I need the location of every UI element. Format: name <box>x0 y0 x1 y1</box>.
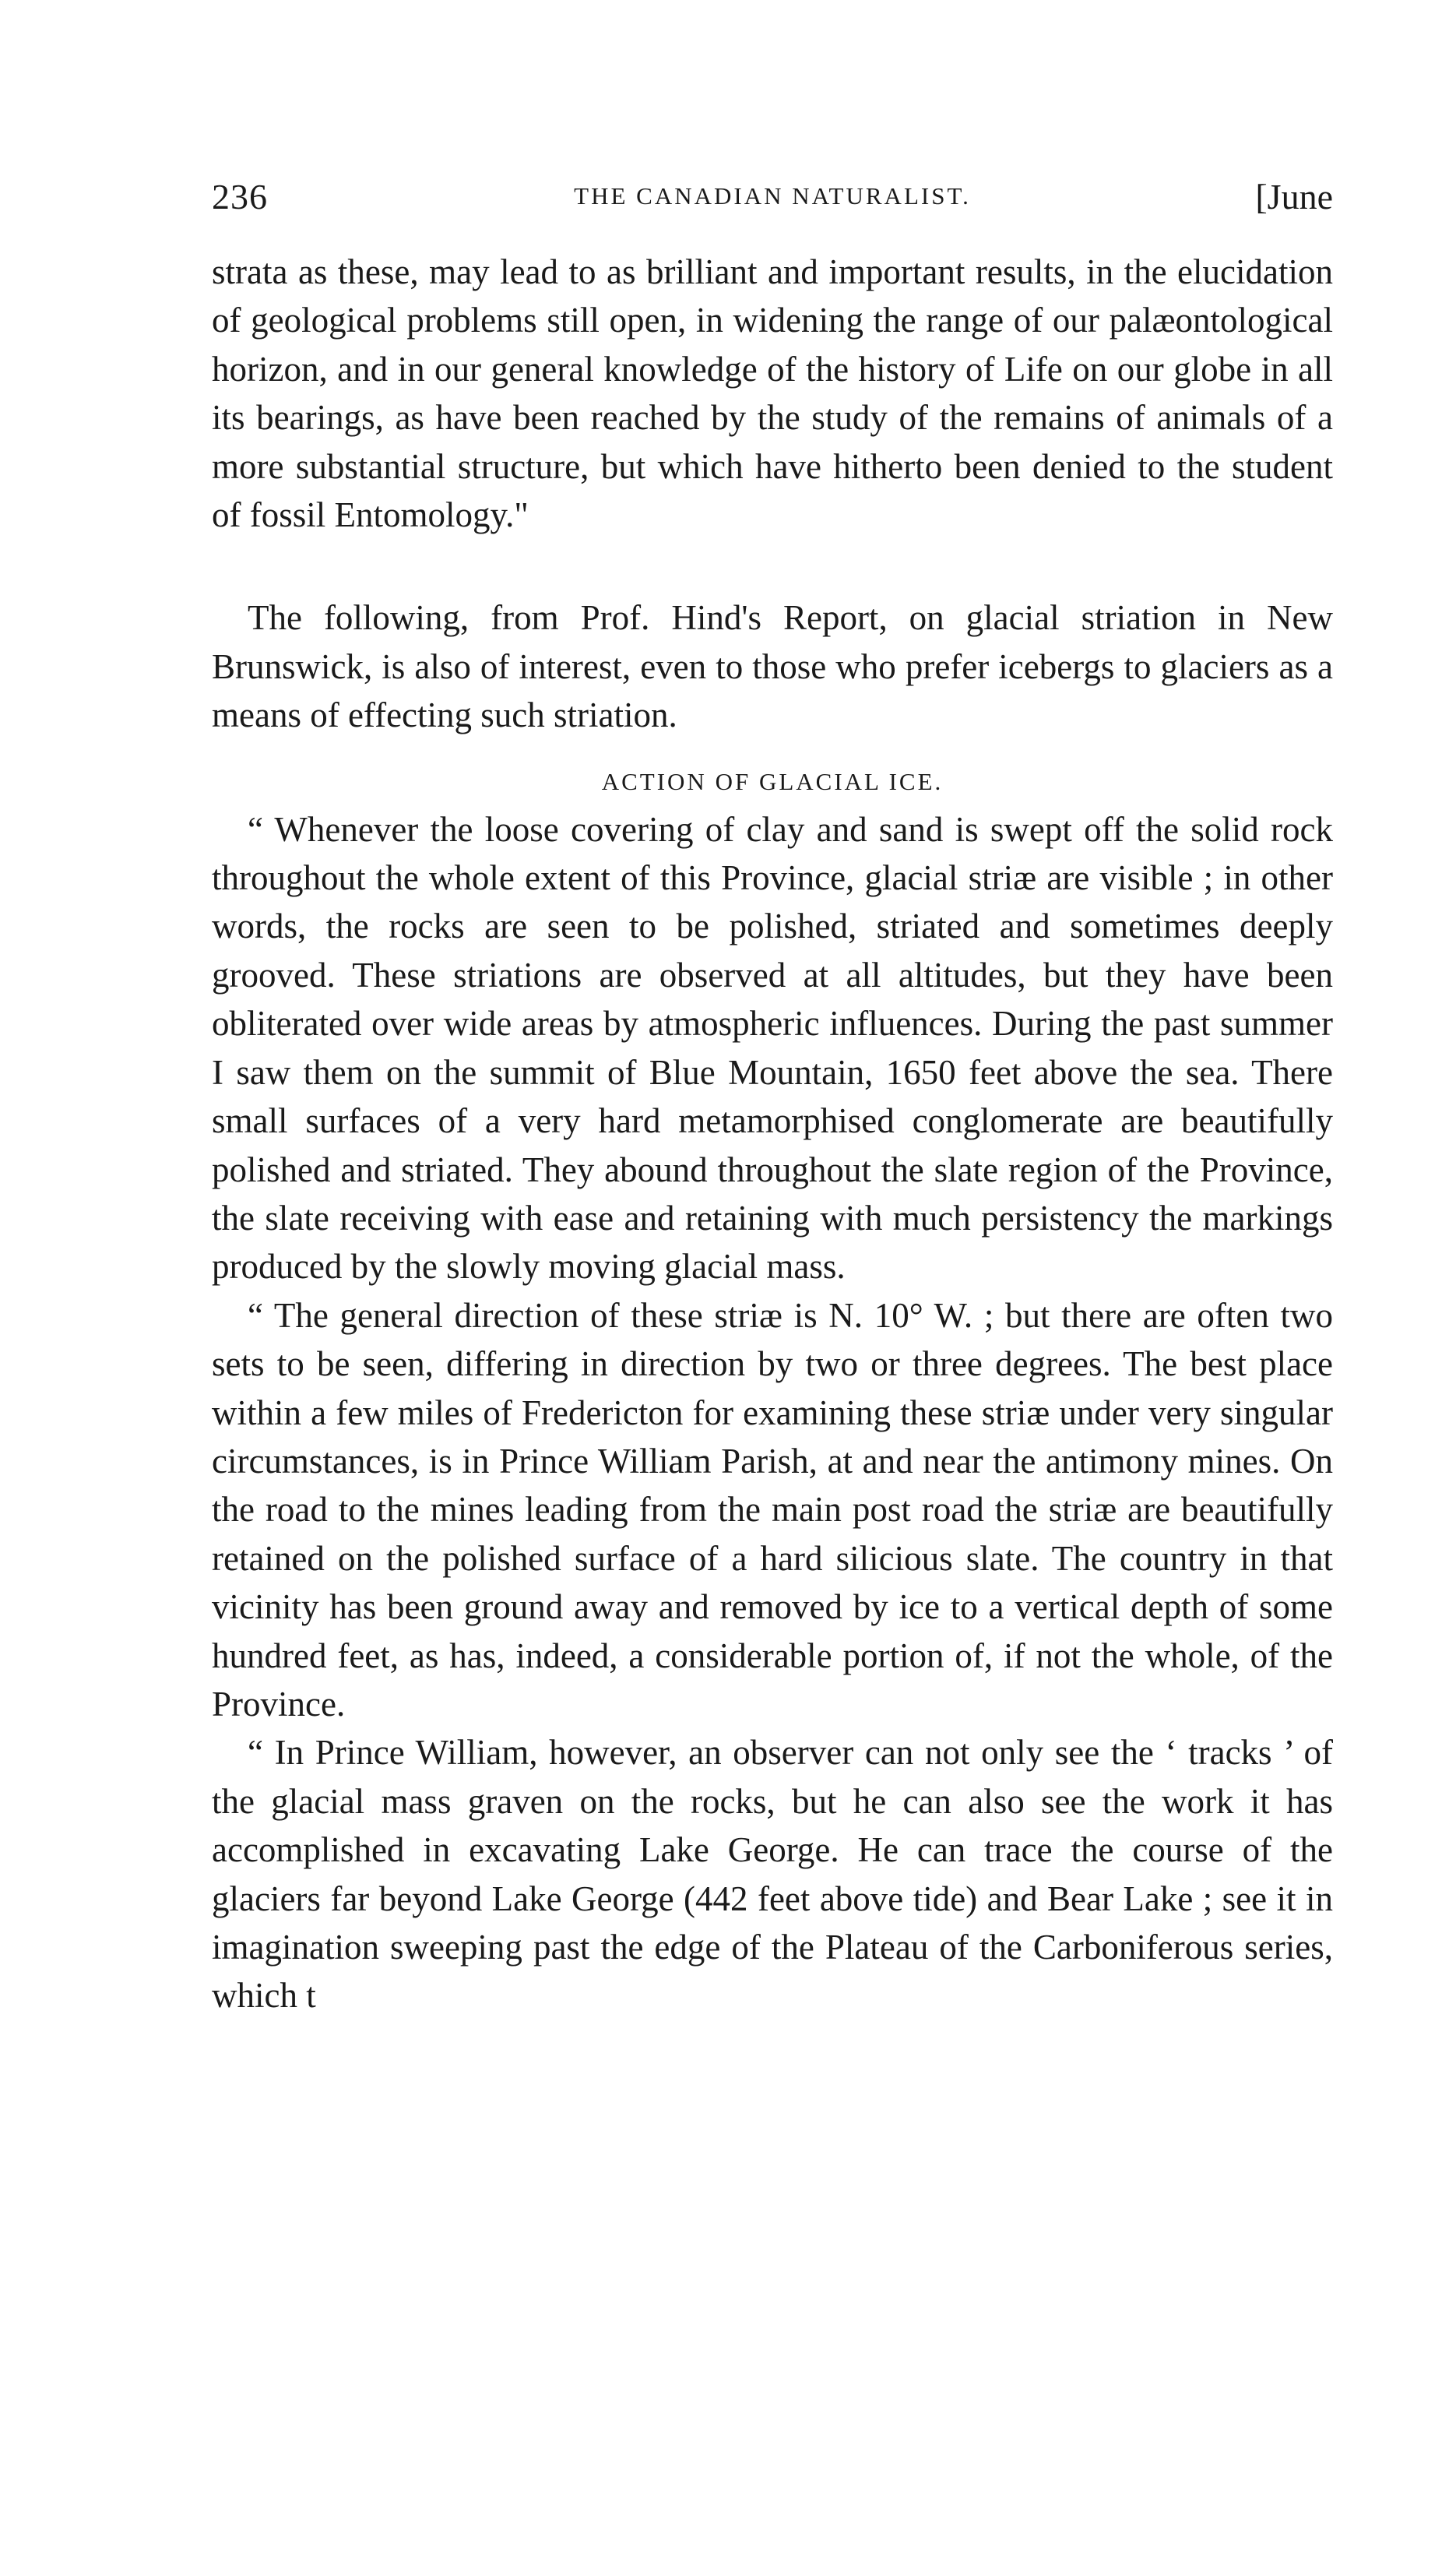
page-number: 236 <box>212 177 268 217</box>
running-header <box>212 176 1333 223</box>
paragraph-quote-conclusion: strata as these, may lead to as brilliant and important results, in the elucidation of geological problems still open, in widening the range of our palæontological horizon, and in our general knowledge of the history of Life on our globe in all its bearings, as have been reached by the study of the remains of animals of a more substantial structure, but which have hitherto been denied to the student of fossil Entomology." <box>212 252 1333 535</box>
paragraph-glacial-striae: “ Whenever the loose covering of clay and sand is swept off the solid rock throughout the whole extent of this Province, glacial striæ are visible ; in other words, the rocks are seen to be polished, striated and sometimes deeply grooved. These striations are observed at all altitudes, but they have been obliterated over wide areas by atmospheric influences. During the past summer I saw them on the summit of Blue Mountain, 1650 feet above the sea. There small surfaces of a very hard metamorphised conglomerate are beautifully polished and striated. They abound throughout the slate region of the Province, the slate receiving with ease and retaining with much persistency the markings produced by the slowly moving glacial mass. <box>212 809 1333 1287</box>
section-heading: ACTION OF GLACIAL ICE. <box>601 767 944 795</box>
paragraph-striae-direction: “ The general direction of these striæ is N. 10° W. ; but there are often two sets to be seen, differing in direction by two or three degrees. The best place within a few miles of Fredericton for examining these striæ under very singular circumstances, is in Prince William Parish, at and near the antimony mines. On the road to the mines leading from the main post road the striæ are beautifully retained on the polished surface of a hard silicious slate. The country in that vicinity has been ground away and removed by ice to a vertical depth of some hundred feet, as has, indeed, a considerable portion of, if not the whole, of the Province. <box>212 1295 1333 1724</box>
running-title: THE CANADIAN NATURALIST. <box>574 182 971 210</box>
paragraph-gap <box>212 539 1333 593</box>
running-month: [June <box>1255 177 1333 217</box>
paragraph-prince-william: “ In Prince William, however, an observer can not only see the ‘ tracks ’ of the glacial mass graven on the rocks, but he can also see the work it has accomplished in excavating Lake George. He can trace the course of the glaciers far beyond Lake George (442 feet above tide) and Bear Lake ; see it in imagination sweeping past the edge of the Plateau of the Carboniferous series, which t <box>212 1733 1333 2016</box>
paragraph-introduction: The following, from Prof. Hind's Report, on glacial striation in New Brunswick, is also of interest, even to those who prefer icebergs to glaciers as a means of effecting such striation. <box>212 598 1333 735</box>
body-text <box>212 248 1333 2020</box>
